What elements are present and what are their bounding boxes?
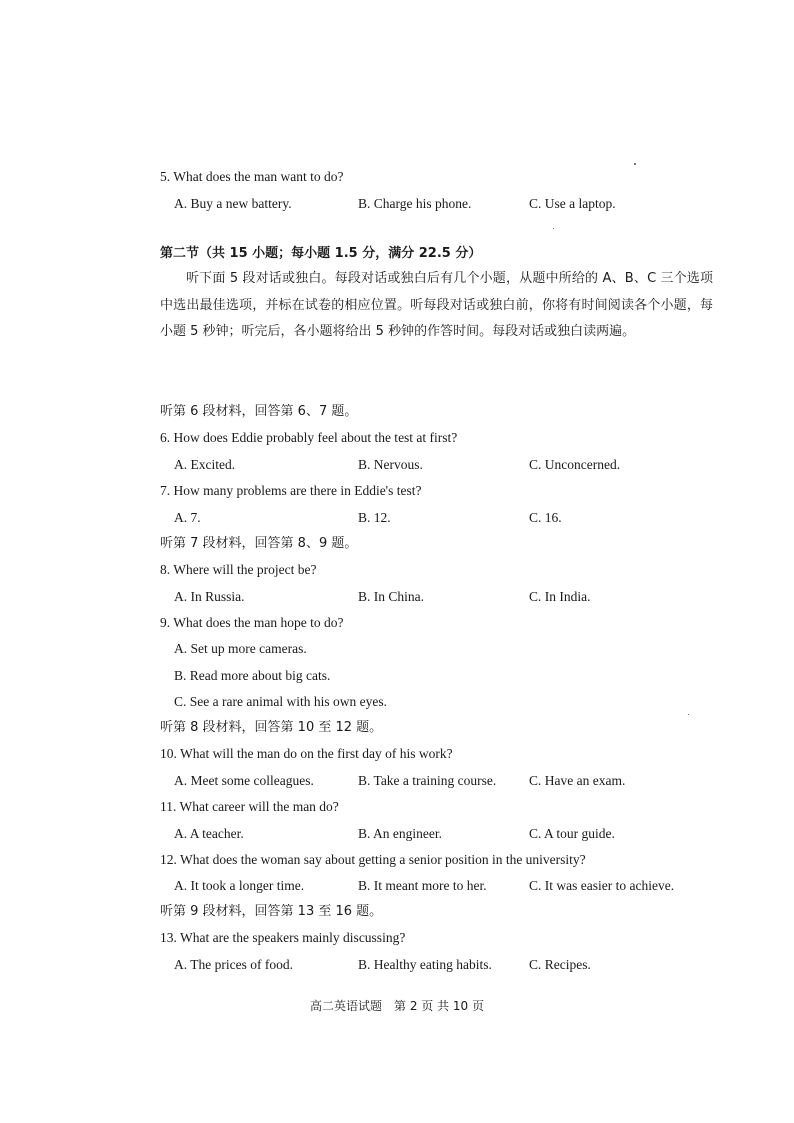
question-10-options bbox=[0, 772, 794, 790]
section-instructions: 听下面 5 段对话或独白。每段对话或独白后有几个小题，从题中所给的 A、B、C 三个选项中选出最佳选项，并标在试卷的相应位置。听每段对话或独白前，你将有时间阅读各个小题，每小题 5 秒钟；听完后，各小题将给出 5 秒钟的作答时间。每段对话或独白读两遍。 bbox=[160, 271, 713, 339]
option-a: A. Meet some colleagues. bbox=[174, 773, 314, 788]
option-b: B. In China. bbox=[358, 589, 424, 604]
option-b: B. It meant more to her. bbox=[358, 878, 487, 893]
option-a: A. The prices of food. bbox=[174, 957, 293, 972]
option-b: B. Healthy eating habits. bbox=[358, 957, 492, 972]
question-10: 10. What will the man do on the first day of his work? bbox=[160, 746, 453, 761]
option-a: A. Excited. bbox=[174, 457, 236, 472]
option-b: B. Read more about big cats. bbox=[174, 668, 331, 683]
option-b: B. Charge his phone. bbox=[358, 196, 472, 211]
option-c: C. Recipes. bbox=[529, 957, 591, 972]
question-8-options bbox=[0, 588, 794, 606]
question-6: 6. How does Eddie probably feel about the test at first? bbox=[160, 430, 458, 445]
option-c: C. Use a laptop. bbox=[529, 196, 616, 211]
option-a: A. Buy a new battery. bbox=[174, 196, 292, 211]
option-a: A. Set up more cameras. bbox=[174, 641, 307, 656]
question-6-options bbox=[0, 456, 794, 474]
question-11: 11. What career will the man do? bbox=[160, 799, 339, 814]
question-5-options bbox=[0, 195, 794, 213]
option-b: B. Nervous. bbox=[358, 457, 423, 472]
option-c: C. See a rare animal with his own eyes. bbox=[174, 694, 387, 709]
material-label-9: 听第 9 段材料，回答第 13 至 16 题。 bbox=[160, 904, 383, 919]
question-9: 9. What does the man hope to do? bbox=[160, 615, 344, 630]
option-c: C. 16. bbox=[529, 510, 562, 525]
scan-speck bbox=[553, 228, 554, 229]
question-13-options bbox=[0, 956, 794, 974]
option-b: B. An engineer. bbox=[358, 826, 442, 841]
option-b: B. Take a training course. bbox=[358, 773, 497, 788]
option-c: C. A tour guide. bbox=[529, 826, 615, 841]
section-heading: 第二节（共 15 小题；每小题 1.5 分，满分 22.5 分） bbox=[160, 246, 482, 261]
option-c: C. In India. bbox=[529, 589, 591, 604]
question-7-options bbox=[0, 509, 794, 527]
scan-speck bbox=[634, 163, 636, 165]
material-label-7: 听第 7 段材料，回答第 8、9 题。 bbox=[160, 536, 358, 551]
option-a: A. In Russia. bbox=[174, 589, 245, 604]
option-a: A. A teacher. bbox=[174, 826, 244, 841]
option-c: C. Have an exam. bbox=[529, 773, 626, 788]
question-12: 12. What does the woman say about getting a senior position in the university? bbox=[160, 852, 586, 867]
question-7: 7. How many problems are there in Eddie's test? bbox=[160, 483, 422, 498]
material-label-8: 听第 8 段材料，回答第 10 至 12 题。 bbox=[160, 720, 383, 735]
option-a: A. It took a longer time. bbox=[174, 878, 305, 893]
scan-speck bbox=[688, 714, 689, 715]
option-c: C. It was easier to achieve. bbox=[529, 878, 675, 893]
page-footer: 高二英语试题 第 2 页 共 10 页 bbox=[310, 999, 484, 1013]
question-13: 13. What are the speakers mainly discussing? bbox=[160, 930, 406, 945]
material-label-6: 听第 6 段材料，回答第 6、7 题。 bbox=[160, 404, 358, 419]
option-a: A. 7. bbox=[174, 510, 201, 525]
question-11-options bbox=[0, 825, 794, 843]
question-5: 5. What does the man want to do? bbox=[160, 169, 344, 184]
question-12-options bbox=[0, 877, 794, 895]
question-8: 8. Where will the project be? bbox=[160, 562, 317, 577]
option-b: B. 12. bbox=[358, 510, 391, 525]
option-c: C. Unconcerned. bbox=[529, 457, 621, 472]
